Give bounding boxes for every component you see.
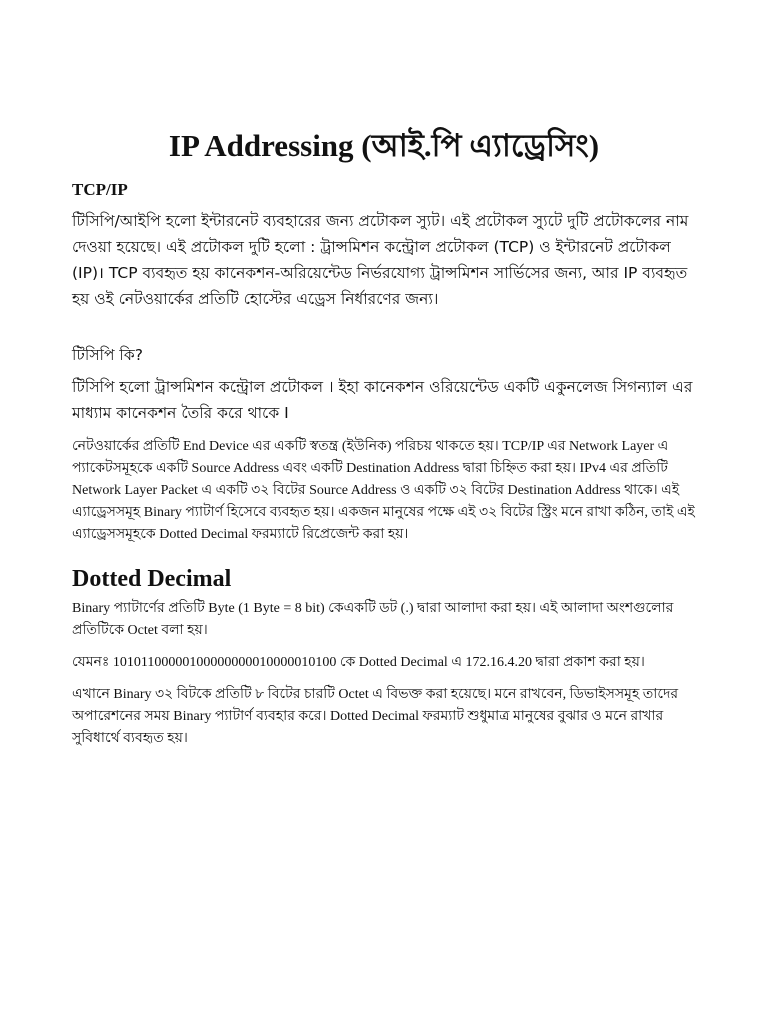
dotted-decimal-heading: Dotted Decimal [72,566,232,592]
dotted-paragraph-1: Binary প্যাটার্ণের প্রতিটি Byte (1 Byte = 8 bit) কেএকটি ডট (.) দ্বারা আলাদা করা হয়। এই আলাদা অংশগুলোর প্রতিটিকে Octet বলা হয়। [72,601,674,638]
dotted-paragraph-2: যেমনঃ 10101100000100000000010000010100 কে Dotted Decimal এ 172.16.4.20 দ্বারা প্রকাশ করা হয়। [72,655,645,670]
intro-paragraph: টিসিপি/আইপি হলো ইন্টারনেট ব্যবহারের জন্য প্রটোকল স্যুট। এই প্রটোকল স্যুটে দুটি প্রটোকলের নাম দেওয়া হয়েছে। এই প্রটোকল দুটি হলো : ট্রান্সমিশন কন্ট্রোল প্রটোকল (TCP) ও ইন্টারনেট প্রটোকল (IP)। TCP ব্যবহৃত হয় কানেকশন-অরিয়েন্টেড নির্ভরযোগ্য ট্রান্সমিশন সার্ভিসের জন্য, আর IP ব্যবহৃত হয় ওই নেটওয়ার্কের প্রতিটি হোস্টের এড্রেস নির্ধারণের জন্য। [72,212,689,308]
document-title: IP Addressing (আই.পি এ্যাড্রেসিং) [168,128,600,163]
dotted-paragraph-3: এখানে Binary ৩২ বিটকে প্রতিটি ৮ বিটের চারটি Octet এ বিভক্ত করা হয়েছে। মনে রাখবেন, ডিভাইসসমূহ তাদের অপারেশনের সময় Binary প্যাটার্ণ ব্যবহার করে। Dotted Decimal ফরম্যাট শুধুমাত্র মানুষের বুঝার ও মনে রাখার সুবিধার্থে ব্যবহৃত হয়। [72,687,679,746]
network-paragraph: নেটওয়ার্কের প্রতিটি End Device এর একটি স্বতন্ত্র (ইউনিক) পরিচয় থাকতে হয়। TCP/IP এর Network Layer এ প্যাকেটসমূহকে একটি Source Address এবং একটি Destination Address দ্বারা চিহ্নিত করা হয়। IPv4 এর প্রতিটি Network Layer Packet এ একটি ৩২ বিটের Source Address ও একটি ৩২ বিটের Destination Address থাকে। এই এ্যাড্রেসসমূহ Binary প্যাটার্ণ হিসেবে ব্যবহৃত হয়। একজন মানুষের পক্ষে এই ৩২ বিটের স্ট্রিং মনে রাখা কঠিন, তাই এই এ্যাড্রেসসমূহকে Dotted Decimal ফরম্যাটে রিপ্রেজেন্ট করা হয়। [72,439,695,542]
document-page [72,0,696,750]
tcp-answer-paragraph: টিসিপি হলো ট্রান্সমিশন কন্ট্রোল প্রটোকল । ইহা কানেকশন ওরিয়েন্টেড একটি একুনলেজ সিগন্যাল এর মাধ্যাম কানেকশন তৈরি করে থাকে I [72,378,693,422]
section-label-tcpip: TCP/IP [72,180,128,199]
tcp-question-heading: টিসিপি কি? [72,346,143,364]
